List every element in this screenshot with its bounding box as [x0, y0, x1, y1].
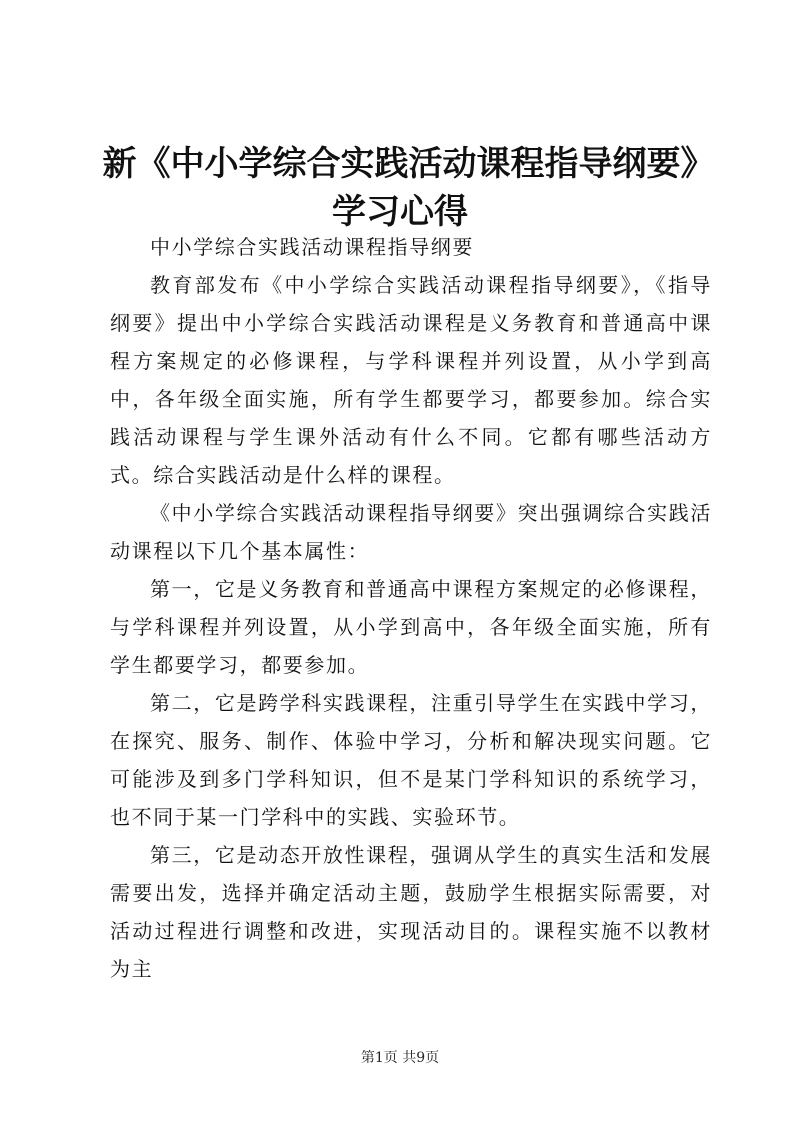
- document-body: [110, 228, 712, 988]
- paragraph-first: 第一，它是义务教育和普通高中课程方案规定的必修课程，与学科课程并列设置，从小学到高中，各年级全面实施，所有学生都要学习，都要参加。: [110, 577, 712, 677]
- document-title: 新《中小学综合实践活动课程指导纲要》学习心得: [102, 144, 698, 232]
- paragraph-third: 第三，它是动态开放性课程，强调从学生的真实生活和发展需要出发，选择并确定活动主题，鼓励学生根据实际需要，对活动过程进行调整和改进，实现活动目的。课程实施不以教材为主: [110, 843, 712, 981]
- paragraph-second: 第二，它是跨学科实践课程，注重引导学生在实践中学习，在探究、服务、制作、体验中学习，分析和解决现实问题。它可能涉及到多门学科知识，但不是某门学科知识的系统学习，也不同于某一门学科中的实践、实验环节。: [110, 691, 712, 829]
- paragraph-subtitle: 中小学综合实践活动课程指导纲要: [150, 235, 474, 259]
- page-number-footer: 第1页 共9页: [360, 1050, 440, 1066]
- paragraph-intro: 教育部发布《中小学综合实践活动课程指导纲要》，《指导纲要》提出中小学综合实践活动课程是义务教育和普通高中课程方案规定的必修课程，与学科课程并列设置，从小学到高中，各年级全面实施，所有学生都要学习，都要参加。综合实践活动课程与学生课外活动有什么不同。它都有哪些活动方式。综合实践活动是什么样的课程。: [110, 273, 712, 487]
- paragraph-attributes-lead: 《中小学综合实践活动课程指导纲要》突出强调综合实践活动课程以下几个基本属性：: [110, 501, 712, 563]
